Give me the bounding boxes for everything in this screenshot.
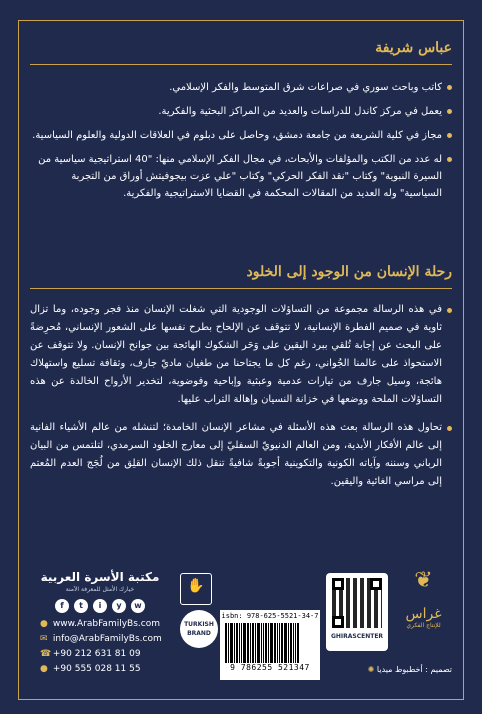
leaf-icon: ❦	[414, 568, 433, 593]
publisher-right	[395, 570, 452, 629]
social-icon[interactable]: t	[74, 599, 88, 613]
hand-icon	[180, 573, 212, 605]
isbn-number: 9 786255 521347	[230, 663, 310, 672]
author-bullet: يعمل في مركز كاندل للدراسات والعديد من المراكز البحثية والفكرية.	[30, 103, 452, 120]
author-heading: عباس شريفة	[375, 40, 452, 56]
author-bullets	[30, 79, 452, 202]
isbn-barcode	[220, 610, 320, 680]
social-icon[interactable]: f	[55, 599, 69, 613]
book-paragraph: في هذه الرسالة مجموعة من التساؤلات الوجودية التي شغلت الإنسان منذ فجر وجوده، وما تزال ثاوية في صميم الفطرة الإنسانية، لا تتوقف عن الإلحاح بطرح نفسها على الشعور الإنساني، مُحرِضةً على البحث عن إجابة تُلقي ببرد اليقين على وَحَر الشكوك الهائجة بين جوانح الإنسان. ولا تتوقف عن الاستحواذ على عالمنا الجُواني، رغم كل ما يجتاحنا من طغيان ماديّ جارف، وثقافة تسليع واستهلاك هائجة، وسيل جارف من تيارات عدمية وعبثية وإباحية وفوضوية، لتخدير الأرواح الخالدة عن هذه التساؤلات الملحة ووضعها في خزانة النسيان وإهالة التراب عليها.	[30, 301, 452, 409]
qr-corner	[332, 578, 344, 590]
mail-icon: ✉	[40, 634, 48, 644]
badge-text: TURKISH BRAND	[184, 621, 214, 637]
isbn-label: isbn: 978-625-5521-34-7	[221, 612, 319, 620]
author-bullet: مجاز في كلية الشريعة من جامعة دمشق، وحاصل على دبلوم في العلاقات الدولية والعلوم السياسية.	[30, 127, 452, 144]
author-divider	[30, 64, 452, 65]
email-link[interactable]: info@ArabFamilyBs.com	[52, 634, 162, 644]
qr-corner	[370, 578, 382, 590]
publisher-right-name: غراس	[405, 606, 442, 622]
publisher-left-name: مكتبة الأسرة العربية	[40, 570, 160, 584]
qr-code[interactable]	[326, 573, 388, 651]
author-bullet: كاتب وباحث سوري في صراعات شرق المتوسط والفكر الإسلامي.	[30, 79, 452, 96]
author-bullet: له عدد من الكتب والمؤلفات والأبحاث، في مجال الفكر الإسلامي منها: "40 استراتيجية سياسية من السيرة النبوية" وكتاب "نقد الفكر الحركي" وكتاب "علي عزت بيجوفيتش أوراق من التجربة السياسية" وله العديد من المقالات المحكمة في القضايا الاستراتيجية والفكرية.	[30, 151, 452, 202]
barcode-icon	[225, 623, 315, 663]
book-paragraph: تحاول هذه الرسالة بعث هذه الأسئلة في مشاعر الإنسان الخامدة؛ لتنشله من عالم الأشياء الفانية إلى عالم الأفكار الأبدية، ومن العالم الدنيويّ السفليّ إلى معارج الخلود السرمدي، لتلتمس من البيان الرباني وسننه وآياته الكونية والتكوينية أجوبةً شافيةً تنقل ذلك الإنسان القلِق من لُجَج العدم المُعتم إلى مراسي الغائية واليقين.	[30, 419, 452, 491]
social-icon[interactable]: w	[131, 599, 145, 613]
book-heading: رحلة الإنسان من الوجود إلى الخلود	[246, 264, 452, 280]
whatsapp-icon: ●	[40, 664, 48, 674]
publisher-right-sub: للإنتاج الفكري	[406, 622, 441, 629]
designer-text: تصميم : أخطبوط ميديا	[376, 665, 452, 674]
octopus-icon: ✺	[367, 665, 375, 674]
book-section	[30, 264, 452, 501]
publisher-left-tagline: خيارك الأمثل للمعرفة الآمنة	[65, 586, 135, 593]
phone-number: +90 555 028 11 55	[52, 664, 141, 674]
website-link[interactable]: www.ArabFamilyBs.com	[52, 619, 160, 629]
book-divider	[30, 288, 452, 289]
social-icon[interactable]: y	[112, 599, 126, 613]
social-icons	[30, 599, 170, 613]
social-icon[interactable]: i	[93, 599, 107, 613]
designer-credit	[330, 665, 452, 674]
back-cover-footer	[30, 565, 452, 690]
phone-number: +90 212 631 81 09	[52, 649, 141, 659]
phone-icon: ☎	[40, 649, 52, 659]
qr-corner	[332, 616, 344, 628]
globe-icon: ●	[40, 619, 48, 629]
contact-info	[30, 617, 170, 677]
author-section	[30, 40, 452, 209]
turkish-brand-badge	[180, 610, 218, 648]
publisher-left	[30, 570, 170, 677]
qr-label: GHIRASCENTER	[330, 633, 384, 640]
